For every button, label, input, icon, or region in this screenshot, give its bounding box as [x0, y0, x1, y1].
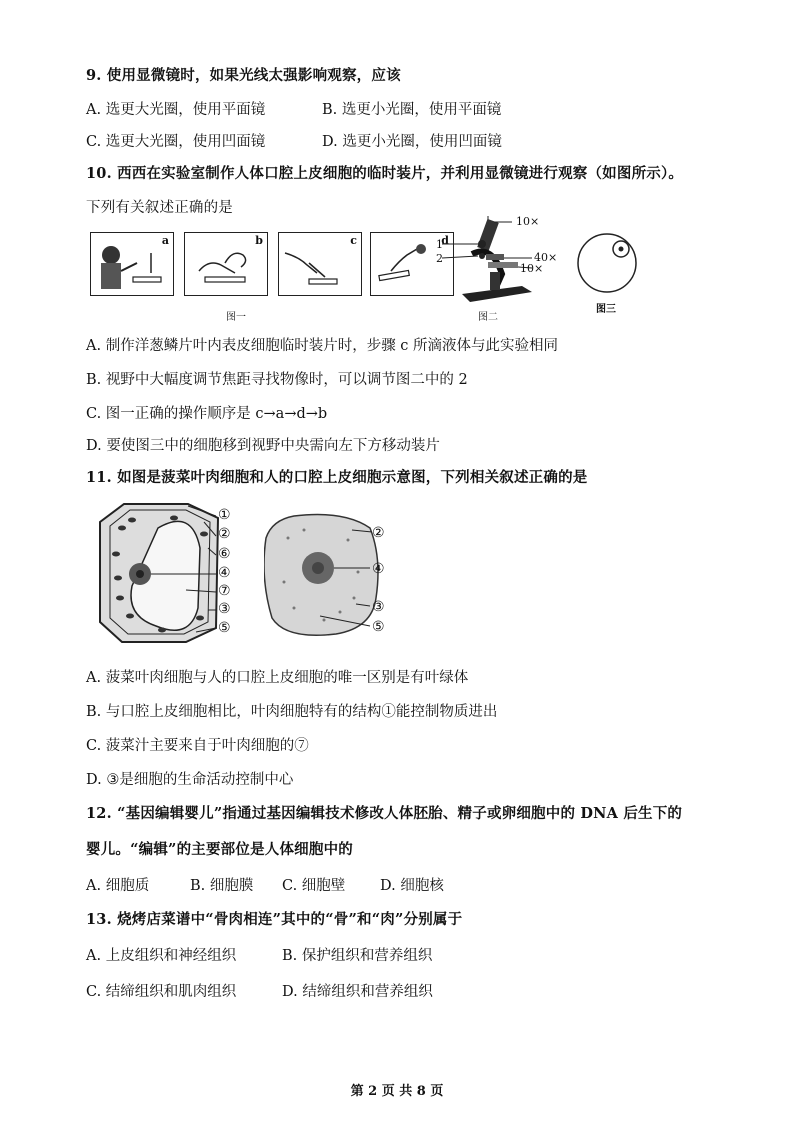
fig1-label-a: a — [161, 234, 169, 247]
q13-option-a: A. 上皮组织和神经组织 — [86, 948, 237, 964]
q11-option-b: B. 与口腔上皮细胞相比，叶肉细胞特有的结构①能控制物质进出 — [86, 704, 498, 720]
fig1-label-b: b — [255, 234, 263, 247]
q9-option-b: B. 选更小光圈，使用平面镜 — [322, 102, 502, 118]
q13-stem: 13. 烧烤店菜谱中“骨肉相连”其中的“骨”和“肉”分别属于 — [86, 911, 463, 928]
scope-label-10x: 10× — [520, 262, 544, 275]
fig1-label-c: c — [350, 234, 357, 247]
fig3-caption: 图三 — [596, 304, 616, 315]
q12-option-b: B. 细胞膜 — [190, 878, 254, 894]
plant-label-3: ③ — [218, 601, 231, 617]
q10-option-a: A. 制作洋葱鳞片叶内表皮细胞临时装片时，步骤 c 所滴液体与此实验相同 — [86, 338, 559, 354]
fig1-label-d: d — [441, 234, 449, 247]
q10-option-c: C. 图一正确的操作顺序是 c→a→d→b — [86, 406, 328, 422]
animal-label-4: ④ — [372, 561, 385, 577]
page-number-footer: 第 2 页 共 8 页 — [350, 1084, 444, 1099]
plant-label-5: ⑤ — [218, 620, 231, 636]
q12-option-d: D. 细胞核 — [380, 878, 444, 894]
animal-label-5: ⑤ — [372, 619, 385, 635]
q11-stem: 11. 如图是菠菜叶肉细胞和人的口腔上皮细胞示意图，下列相关叙述正确的是 — [86, 469, 588, 486]
q11-option-d: D. ③是细胞的生命活动控制中心 — [86, 772, 294, 788]
plant-label-2: ② — [218, 526, 231, 542]
q9-option-a: A. 选更大光圈，使用平面镜 — [86, 102, 266, 118]
animal-label-2: ② — [372, 525, 385, 541]
person-dropping-icon — [91, 233, 173, 295]
fig1-step-b — [184, 232, 268, 296]
q13-option-c: C. 结缔组织和肌肉组织 — [86, 984, 237, 1000]
q12-option-a: A. 细胞质 — [86, 878, 150, 894]
hand-dropper-icon — [279, 233, 361, 295]
scope-label-2: 2 — [436, 252, 443, 265]
q13-option-d: D. 结缔组织和营养组织 — [282, 984, 433, 1000]
q10-stem-line2: 下列有关叙述正确的是 — [86, 200, 233, 216]
animal-cell-figure — [264, 512, 384, 638]
q12-option-c: C. 细胞壁 — [282, 878, 346, 894]
q9-option-c: C. 选更大光圈，使用凹面镜 — [86, 134, 266, 150]
plant-label-7: ⑦ — [218, 583, 231, 599]
scope-label-1: 1 — [436, 238, 443, 251]
field-of-view-figure — [576, 232, 638, 294]
q11-option-c: C. 菠菜汁主要来自于叶肉细胞的⑦ — [86, 738, 309, 754]
q12-stem-line2: 婴儿。“编辑”的主要部位是人体细胞中的 — [86, 841, 353, 858]
scope-label-40x: 40× — [534, 251, 558, 264]
q12-stem-line1: 12. “基因编辑婴儿”指通过基因编辑技术修改人体胚胎、精子或卵细胞中的 DNA 后生下的 — [86, 805, 683, 822]
plant-label-4: ④ — [218, 565, 231, 581]
plant-label-1: ① — [218, 507, 231, 523]
q10-option-d: D. 要使图三中的细胞移到视野中央需向左下方移动装片 — [86, 438, 440, 454]
fig2-caption: 图二 — [478, 312, 498, 323]
q9-stem: 9. 使用显微镜时，如果光线太强影响观察，应该 — [86, 67, 401, 84]
plant-label-6: ⑥ — [218, 546, 231, 562]
fig1-step-a — [90, 232, 174, 296]
q9-option-d: D. 选更小光圈，使用凹面镜 — [322, 134, 502, 150]
fig1-step-c — [278, 232, 362, 296]
q10-option-b: B. 视野中大幅度调节焦距寻找物像时，可以调节图二中的 2 — [86, 372, 468, 388]
q10-stem-line1: 10. 西西在实验室制作人体口腔上皮细胞的临时装片，并利用显微镜进行观察（如图所示）。 — [86, 165, 684, 182]
fig1-caption: 图一 — [226, 312, 246, 323]
q11-option-a: A. 菠菜叶肉细胞与人的口腔上皮细胞的唯一区别是有叶绿体 — [86, 670, 469, 686]
scope-label-eyepiece: 10× — [516, 215, 540, 228]
q13-option-b: B. 保护组织和营养组织 — [282, 948, 433, 964]
animal-label-3: ③ — [372, 599, 385, 615]
